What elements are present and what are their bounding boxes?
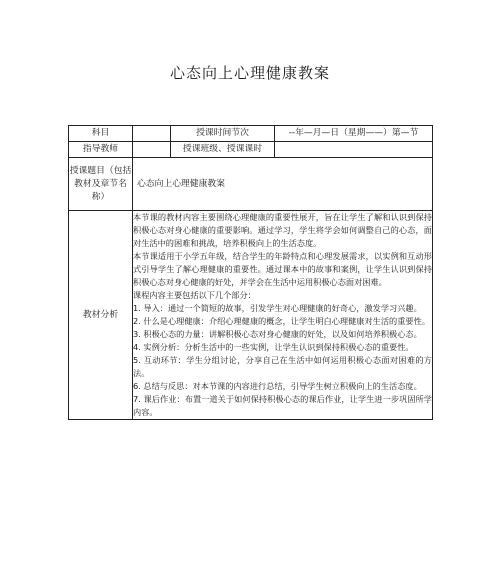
analysis-list-item: 6. 总结与反思：对本节课的内容进行总结，引导学生树立积极向上的生活态度。 — [133, 381, 422, 391]
analysis-content — [133, 211, 433, 420]
analysis-list-item: 5. 互动环节：学生分组讨论，分享自己在生活中如何运用积极心态面对困难的方法。 — [133, 355, 432, 378]
time-value: --年—月—日（星期——）第—节 — [275, 126, 433, 142]
analysis-list-item: 1. 导入：通过一个简短的故事，引发学生对心理健康的好奇心，激发学习兴趣。 — [133, 303, 422, 313]
analysis-list-item: 2. 什么是心理健康：介绍心理健康的概念，让学生明白心理健康对生活的重要性。 — [133, 316, 430, 326]
time-label: 授课时间节次 — [171, 126, 275, 142]
analysis-label: 教材分析 — [69, 211, 133, 420]
topic-value: 心态向上心理健康教案 — [133, 158, 433, 211]
subject-value — [133, 126, 171, 142]
class-value — [275, 142, 433, 158]
document-title: 心态向上心理健康教案 — [169, 64, 330, 82]
analysis-list-item: 7. 课后作业：布置一道关于如何保持积极心态的课后作业，让学生进一步巩固所学内容。 — [133, 394, 432, 417]
topic-label: 授课题目（包括教材及章节名称） — [69, 158, 133, 211]
subject-label: 科目 — [69, 126, 133, 142]
teacher-label: 指导教师 — [69, 142, 133, 158]
analysis-list-item: 4. 实例分析：分析生活中的一些实例，让学生认识到保持积极心态的重要性。 — [133, 342, 414, 352]
class-label: 授课班级、授课课时 — [171, 142, 275, 158]
analysis-list-item: 3. 积极心态的力量：讲解积极心态对身心健康的好处，以及如何培养积极心态。 — [133, 329, 422, 339]
analysis-paragraph: 本节课的教材内容主要围绕心理健康的重要性展开，旨在让学生了解和认识到保持积极心态对身心健康的重要影响。通过学习，学生将学会如何调整自己的心态，面对生活中的困难和挑战，培养积极向上的生活态度。 — [133, 212, 432, 248]
analysis-paragraph: 课程内容主要包括以下几个部分： — [133, 290, 256, 300]
analysis-paragraph: 本节课适用于小学五年级，结合学生的年龄特点和心理发展需求，以实例和互动形式引导学生了解心理健康的重要性。通过课本中的故事和案例，让学生认识到保持积极心态对身心健康的好处，并学会在生活中运用积极心态面对困难。 — [133, 251, 432, 287]
teacher-value — [133, 142, 171, 158]
lesson-plan-table — [68, 125, 433, 420]
